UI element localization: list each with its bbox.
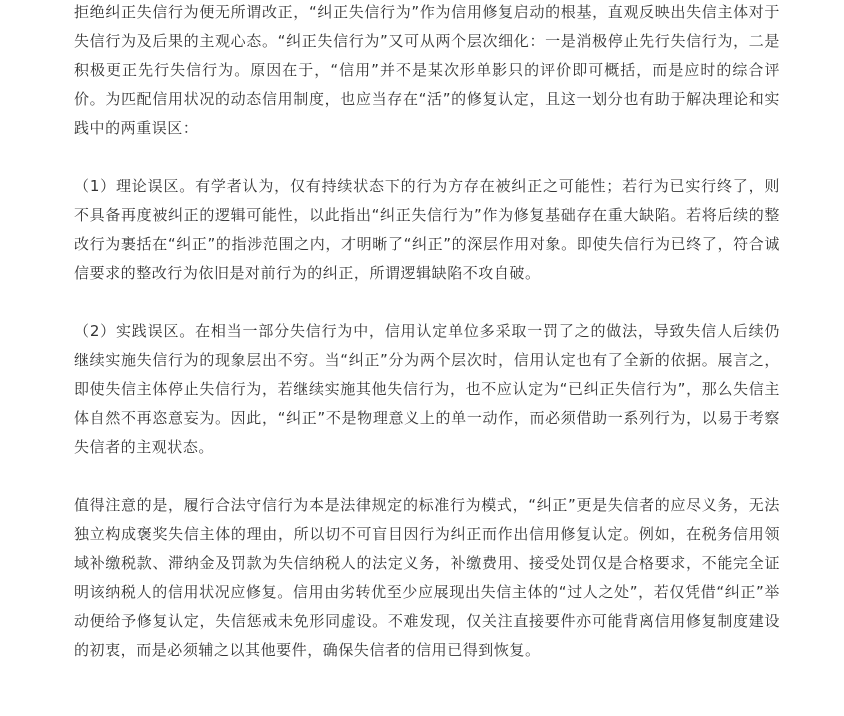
paragraph-theory-misconception: （1）理论误区。有学者认为，仅有持续状态下的行为方存在被纠正之可能性；若行为已实行终了，则不具备再度被纠正的逻辑可能性，以此指出“纠正失信行为”作为修复基础存在重大缺陷。若将后续的整改行为裹括在“纠正”的指涉范围之内，才明晰了“纠正”的深层作用对象。即使失信行为已终了，符合诚信要求的整改行为依旧是对前行为的纠正，所谓逻辑缺陷不攻自破。: [74, 177, 780, 282]
paragraph-intro: 拒绝纠正失信行为便无所谓改正，“纠正失信行为”作为信用修复启动的根基，直观反映出失信主体对于失信行为及后果的主观心态。“纠正失信行为”又可从两个层次细化：一是消极停止先行失信行为，二是积极更正先行失信行为。原因在于，“信用”并不是某次形单影只的评价即可概括，而是应时的综合评价。为匹配信用状况的动态信用制度，也应当存在“活”的修复认定，且这一划分也有助于解决理论和实践中的两重误区：: [74, 3, 780, 137]
paragraph-note: 值得注意的是，履行合法守信行为本是法律规定的标准行为模式，“纠正”更是失信者的应尽义务，无法独立构成褒奖失信主体的理由，所以切不可盲目因行为纠正而作出信用修复认定。例如，在税务信用领域补缴税款、滞纳金及罚款为失信纳税人的法定义务，补缴费用、接受处罚仅是合格要求，不能完全证明该纳税人的信用状况应修复。信用由劣转优至少应展现出失信主体的“过人之处”，若仅凭借“纠正”举动便给予修复认定，失信惩戒未免形同虚设。不难发现，仅关注直接要件亦可能背离信用修复制度建设的初衷，而是必须辅之以其他要件，确保失信者的信用已得到恢复。: [74, 496, 780, 659]
paragraph-practice-misconception: （2）实践误区。在相当一部分失信行为中，信用认定单位多采取一罚了之的做法，导致失信人后续仍继续实施失信行为的现象层出不穷。当“纠正”分为两个层次时，信用认定也有了全新的依据。展言之，即使失信主体停止失信行为，若继续实施其他失信行为，也不应认定为“已纠正失信行为”，那么失信主体自然不再恣意妄为。因此，“纠正”不是物理意义上的单一动作，而必须借助一系列行为，以易于考察失信者的主观状态。: [74, 322, 780, 456]
